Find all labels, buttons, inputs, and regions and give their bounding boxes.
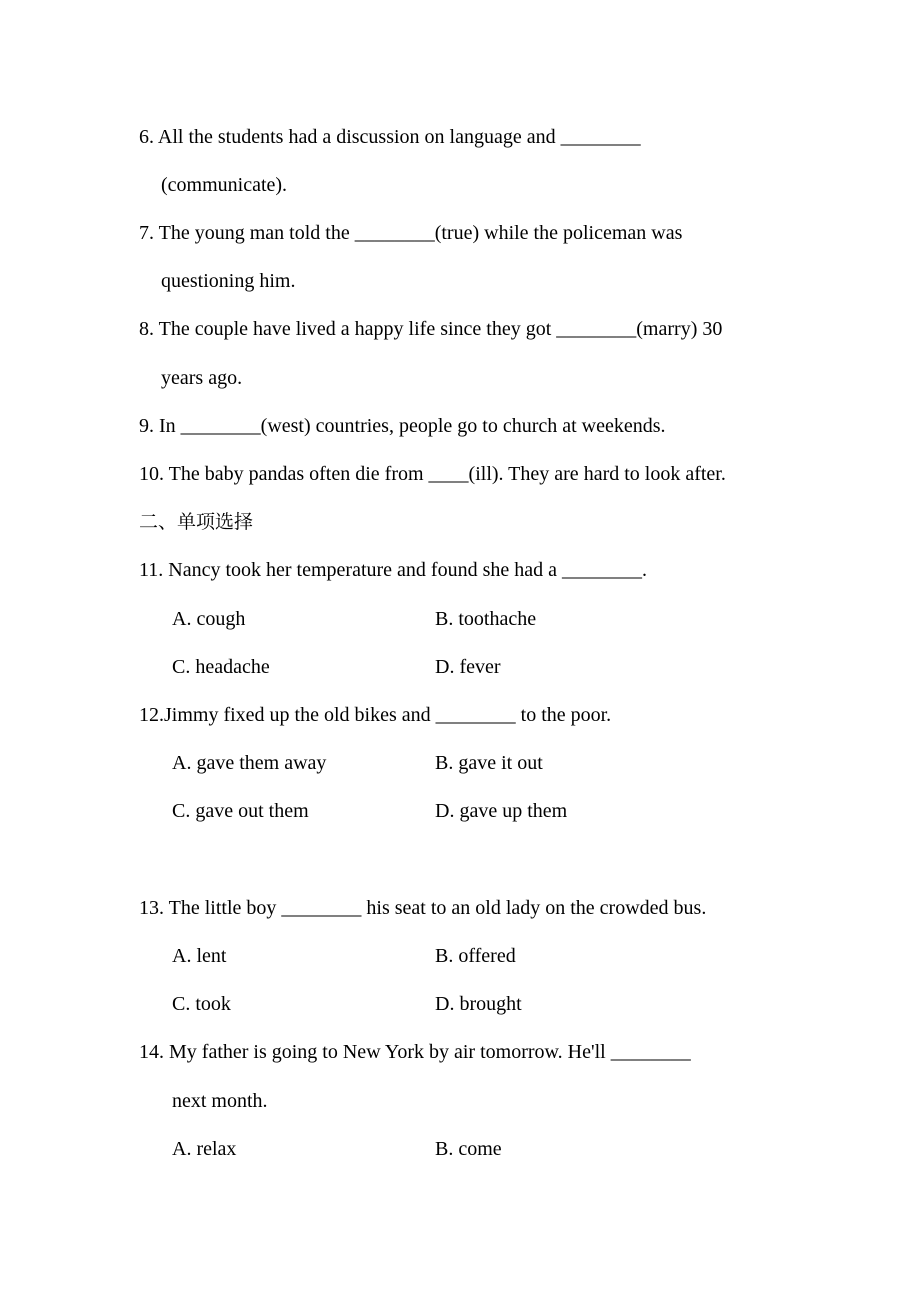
question-11-option-b: B. toothache	[435, 608, 537, 630]
question-13-option-d: D. brought	[435, 993, 522, 1015]
question-13-option-c: C. took	[172, 993, 231, 1015]
question-7-line-2: questioning him.	[161, 270, 296, 292]
question-11-option-d: D. fever	[435, 656, 501, 678]
question-14-option-a: A. relax	[172, 1138, 237, 1160]
question-11-option-a: A. cough	[172, 608, 246, 630]
question-7-line-1: 7. The young man told the ________(true) while the policeman was	[139, 222, 683, 244]
question-12-option-c: C. gave out them	[172, 800, 309, 822]
section-two-heading: 二、单项选择	[139, 511, 254, 533]
question-6-line-1: 6. All the students had a discussion on language and ________	[139, 126, 641, 148]
question-13-option-a: A. lent	[172, 945, 227, 967]
question-13-option-b: B. offered	[435, 945, 516, 967]
question-6-line-2: (communicate).	[161, 174, 288, 196]
question-14-line-1: 14. My father is going to New York by air tomorrow. He'll ________	[139, 1041, 691, 1063]
question-13-stem: 13. The little boy ________ his seat to an old lady on the crowded bus.	[139, 897, 707, 919]
question-12-option-b: B. gave it out	[435, 752, 543, 774]
question-14-option-b: B. come	[435, 1138, 502, 1160]
question-11-stem: 11. Nancy took her temperature and found she had a ________.	[139, 559, 647, 581]
question-8-line-1: 8. The couple have lived a happy life since they got ________(marry) 30	[139, 318, 723, 340]
question-8-line-2: years ago.	[161, 367, 243, 389]
question-11-option-c: C. headache	[172, 656, 270, 678]
question-14-line-2: next month.	[172, 1090, 268, 1112]
question-10: 10. The baby pandas often die from ____(ill). They are hard to look after.	[139, 463, 726, 485]
question-12-option-d: D. gave up them	[435, 800, 568, 822]
question-9: 9. In ________(west) countries, people go to church at weekends.	[139, 415, 666, 437]
question-12-stem: 12.Jimmy fixed up the old bikes and ________ to the poor.	[139, 704, 612, 726]
question-12-option-a: A. gave them away	[172, 752, 327, 774]
